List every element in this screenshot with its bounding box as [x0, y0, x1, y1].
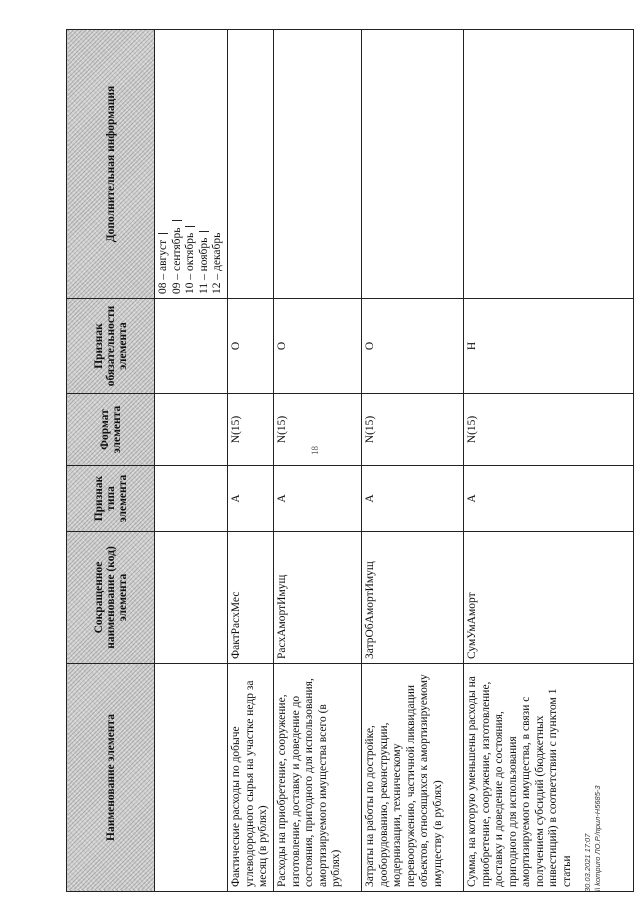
cell-format: N(15)	[464, 394, 634, 466]
stamp-path: \\ kompuro ЛО.Р./прил-Н5685-3	[593, 785, 602, 892]
cell-name: Расходы на приобретение, сооружение, изготовление, доставку и доведение до состояния, пригодного для использования, амортизируемого имущества всего (в рублях)	[274, 664, 362, 892]
element-spec-table	[66, 29, 634, 892]
month-line: 09 – сентябрь	[171, 34, 185, 294]
cell-code: ФактРасхМес	[228, 532, 274, 664]
table-cell	[155, 299, 228, 394]
cell-required: Н	[464, 299, 634, 394]
header-type: Признак типа элемента	[67, 466, 155, 532]
cell-code: ЗатрОбАмортИмущ	[362, 532, 464, 664]
cell-code: СумУмАморт	[464, 532, 634, 664]
table-cell	[155, 394, 228, 466]
table-cell	[155, 532, 228, 664]
cell-name: Сумма, на которую уменьшены расходы на приобретение, сооружение, изготовление, доставку и доведение до состояния, пригодного для использования амортизируемого имущества, в связи с получением субсидий (бюджетных инвестиций) в соответствии с пунктом 1 статьи	[464, 664, 634, 892]
cell-type: А	[228, 466, 274, 532]
header-format: Формат элемента	[67, 394, 155, 466]
stamp-date: 30.03.2021 17:07	[583, 833, 592, 892]
cell-required: О	[274, 299, 362, 394]
cell-extra	[362, 30, 464, 299]
table-row	[228, 30, 274, 892]
cell-type: А	[362, 466, 464, 532]
cell-type: А	[274, 466, 362, 532]
cell-name: Фактические расходы по добыче углеводородного сырья на участке недр за месяц (в рублях)	[228, 664, 274, 892]
header-required: Признак обязательности элемента	[67, 299, 155, 394]
header-code: Сокращенное наименование (код) элемента	[67, 532, 155, 664]
cell-format: N(15)	[274, 394, 362, 466]
cell-type: А	[464, 466, 634, 532]
page-number: 18	[310, 446, 320, 455]
month-line: 10 – октябрь	[184, 34, 198, 294]
table-cell	[155, 466, 228, 532]
month-line: 11 – ноябрь	[198, 34, 212, 294]
cell-extra	[228, 30, 274, 299]
cell-format: N(15)	[362, 394, 464, 466]
cell-extra	[464, 30, 634, 299]
header-name: Наименование элемента	[67, 664, 155, 892]
table-row	[362, 30, 464, 892]
cell-extra	[274, 30, 362, 299]
cell-name: Затраты на работы по достройке, дооборудованию, реконструкции, модернизации, техническому перевооружению, частичной ликвидации объектов, относящихся к амортизируемому имуществу (в рублях)	[362, 664, 464, 892]
header-row	[67, 30, 155, 892]
extra-info-cell	[155, 30, 228, 299]
cell-required: О	[228, 299, 274, 394]
header-extra: Дополнительная информация	[67, 30, 155, 299]
month-line: 12 – декабрь	[211, 232, 223, 294]
cell-required: О	[362, 299, 464, 394]
table-row	[155, 30, 228, 892]
rotated-table-wrapper	[66, 30, 632, 892]
cell-format: N(15)	[228, 394, 274, 466]
table-cell	[155, 664, 228, 892]
table-row	[464, 30, 634, 892]
cell-code: РасхАмортИмущ	[274, 532, 362, 664]
month-line: 08 – август	[157, 34, 171, 294]
table-row	[274, 30, 362, 892]
